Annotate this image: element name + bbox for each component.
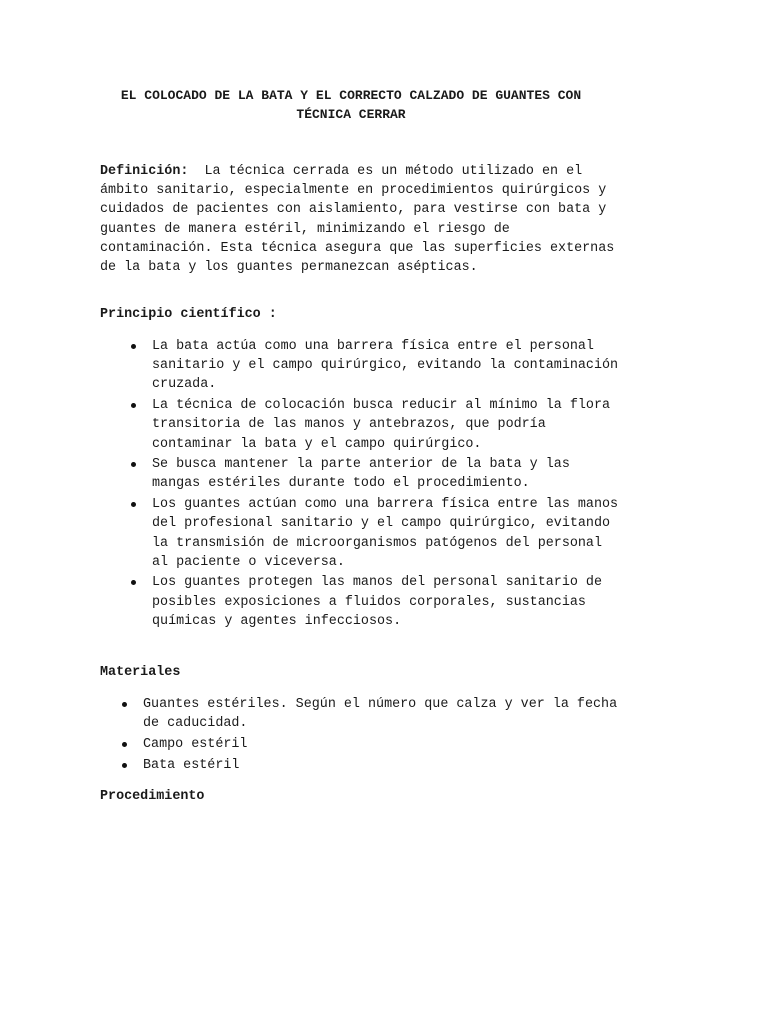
list-item-text: Los guantes actúan como una barrera física entre las manos del profesional sanitario y el campo quirúrgico, evitando la transmisión de microorganismos patógenos del personal al paciente o viceversa. bbox=[152, 497, 619, 570]
list-item bbox=[100, 735, 620, 754]
list-item-text: Campo estéril bbox=[143, 736, 248, 752]
list-item-text: La bata actúa como una barrera física entre el personal sanitario y el campo quirúrgico, evitando la contaminación cruzada. bbox=[152, 339, 619, 393]
definition-label: Definición: bbox=[100, 164, 189, 179]
document-title bbox=[60, 86, 642, 124]
list-item-text: Se busca mantener la parte anterior de la bata y las mangas estériles durante todo el procedimiento. bbox=[152, 457, 570, 492]
principio-heading: Principio científico : bbox=[100, 307, 277, 322]
definition-text: La técnica cerrada es un método utilizado en el ámbito sanitario, especialmente en procedimientos quirúrgicos y cuidados de pacientes con aislamiento, para vestirse con bata y guantes de manera estéril, minimizando el riesgo de contaminación. Esta técnica asegura que las superficies externas de la bata y los guantes permanezcan asépticas. bbox=[100, 164, 615, 276]
list-item-text: Bata estéril bbox=[143, 757, 240, 773]
list-item bbox=[100, 337, 620, 395]
list-item bbox=[100, 756, 620, 775]
title-line-1: EL COLOCADO DE LA BATA Y EL CORRECTO CALZADO DE GUANTES CON bbox=[120, 88, 582, 103]
materiales-list bbox=[100, 695, 620, 776]
materiales-heading: Materiales bbox=[100, 665, 181, 680]
definition-paragraph bbox=[100, 162, 620, 277]
list-item-text: La técnica de colocación busca reducir al mínimo la flora transitoria de las manos y antebrazos, que podría contaminar la bata y el campo quirúrgico. bbox=[152, 398, 611, 452]
principio-list bbox=[100, 337, 620, 633]
list-item bbox=[100, 573, 620, 631]
list-item bbox=[100, 495, 620, 572]
procedimiento-heading: Procedimiento bbox=[100, 789, 205, 804]
list-item bbox=[100, 396, 620, 454]
list-item-text: Los guantes protegen las manos del personal sanitario de posibles exposiciones a fluidos corporales, sustancias químicas y agentes infecciosos. bbox=[152, 575, 602, 629]
title-line-2: TÉCNICA CERRAR bbox=[296, 107, 406, 122]
list-item bbox=[100, 455, 620, 493]
list-item bbox=[100, 695, 620, 733]
list-item-text: Guantes estériles. Según el número que calza y ver la fecha de caducidad. bbox=[143, 697, 618, 732]
